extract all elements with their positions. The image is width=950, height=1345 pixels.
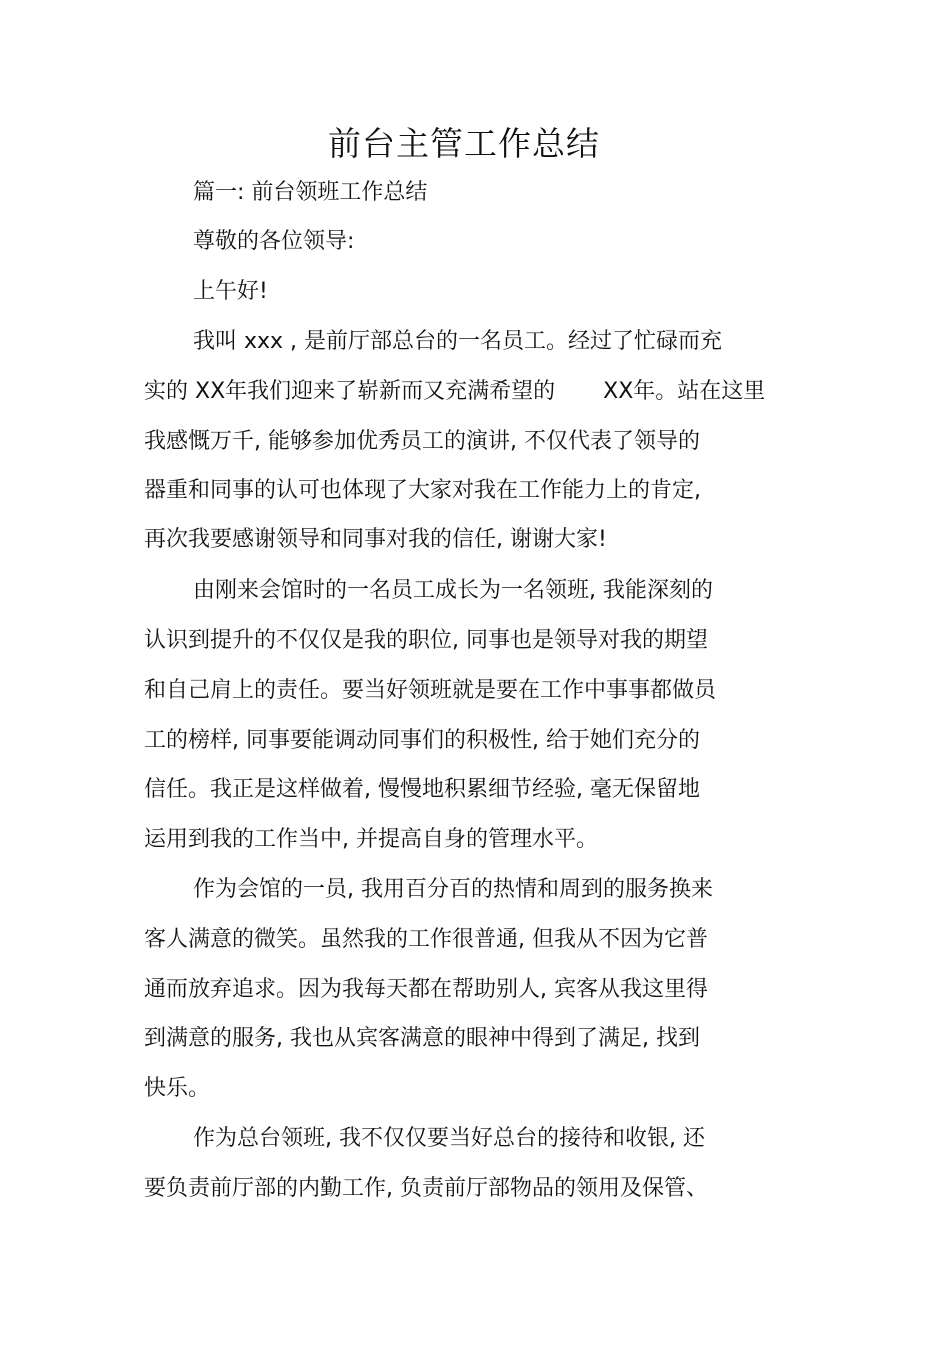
paragraph-1-line-2	[144, 377, 765, 407]
paragraph-3-line-2: 客人满意的微笑。虽然我的工作很普通, 但我从不因为它普	[144, 927, 708, 952]
subtitle: 篇一: 前台领班工作总结	[193, 180, 428, 205]
greeting-good-morning: 上午好!	[193, 279, 268, 304]
paragraph-2-line-5: 信任。我正是这样做着, 慢慢地积累细节经验, 毫无保留地	[144, 777, 700, 802]
paragraph-4-line-2: 要负责前厅部的内勤工作, 负责前厅部物品的领用及保管、	[144, 1176, 708, 1201]
paragraph-2-line-3: 和自己肩上的责任。要当好领班就是要在工作中事事都做员	[144, 678, 717, 703]
paragraph-3-line-1: 作为会馆的一员, 我用百分百的热情和周到的服务换来	[193, 877, 713, 902]
paragraph-2-line-6: 运用到我的工作当中, 并提高自身的管理水平。	[144, 827, 598, 852]
greeting-salutation: 尊敬的各位领导:	[193, 229, 355, 254]
paragraph-3-line-5: 快乐。	[144, 1076, 211, 1101]
paragraph-3-line-4: 到满意的服务, 我也从宾客满意的眼神中得到了满足, 找到	[144, 1026, 700, 1051]
paragraph-1-line-2-part-b: XX年。站在这里	[603, 379, 766, 404]
paragraph-4-line-1: 作为总台领班, 我不仅仅要当好总台的接待和收银, 还	[193, 1126, 705, 1151]
paragraph-3-line-3: 通而放弃追求。因为我每天都在帮助别人, 宾客从我这里得	[144, 977, 708, 1002]
paragraph-1-line-3: 我感慨万千, 能够参加优秀员工的演讲, 不仅代表了领导的	[144, 429, 700, 454]
paragraph-1-line-1: 我叫 xxx , 是前厅部总台的一名员工。经过了忙碌而充	[193, 329, 723, 354]
paragraph-1-line-4: 器重和同事的认可也体现了大家对我在工作能力上的肯定,	[144, 478, 701, 503]
paragraph-2-line-4: 工的榜样, 同事要能调动同事们的积极性, 给于她们充分的	[144, 728, 700, 753]
paragraph-1-line-2-part-a: 实的 XX年我们迎来了崭新而又充满希望的	[144, 379, 556, 404]
paragraph-1-line-5: 再次我要感谢领导和同事对我的信任, 谢谢大家!	[144, 527, 607, 552]
paragraph-2-line-2: 认识到提升的不仅仅是我的职位, 同事也是领导对我的期望	[144, 628, 708, 653]
document-title: 前台主管工作总结	[328, 124, 600, 163]
paragraph-2-line-1: 由刚来会馆时的一名员工成长为一名领班, 我能深刻的	[193, 578, 713, 603]
